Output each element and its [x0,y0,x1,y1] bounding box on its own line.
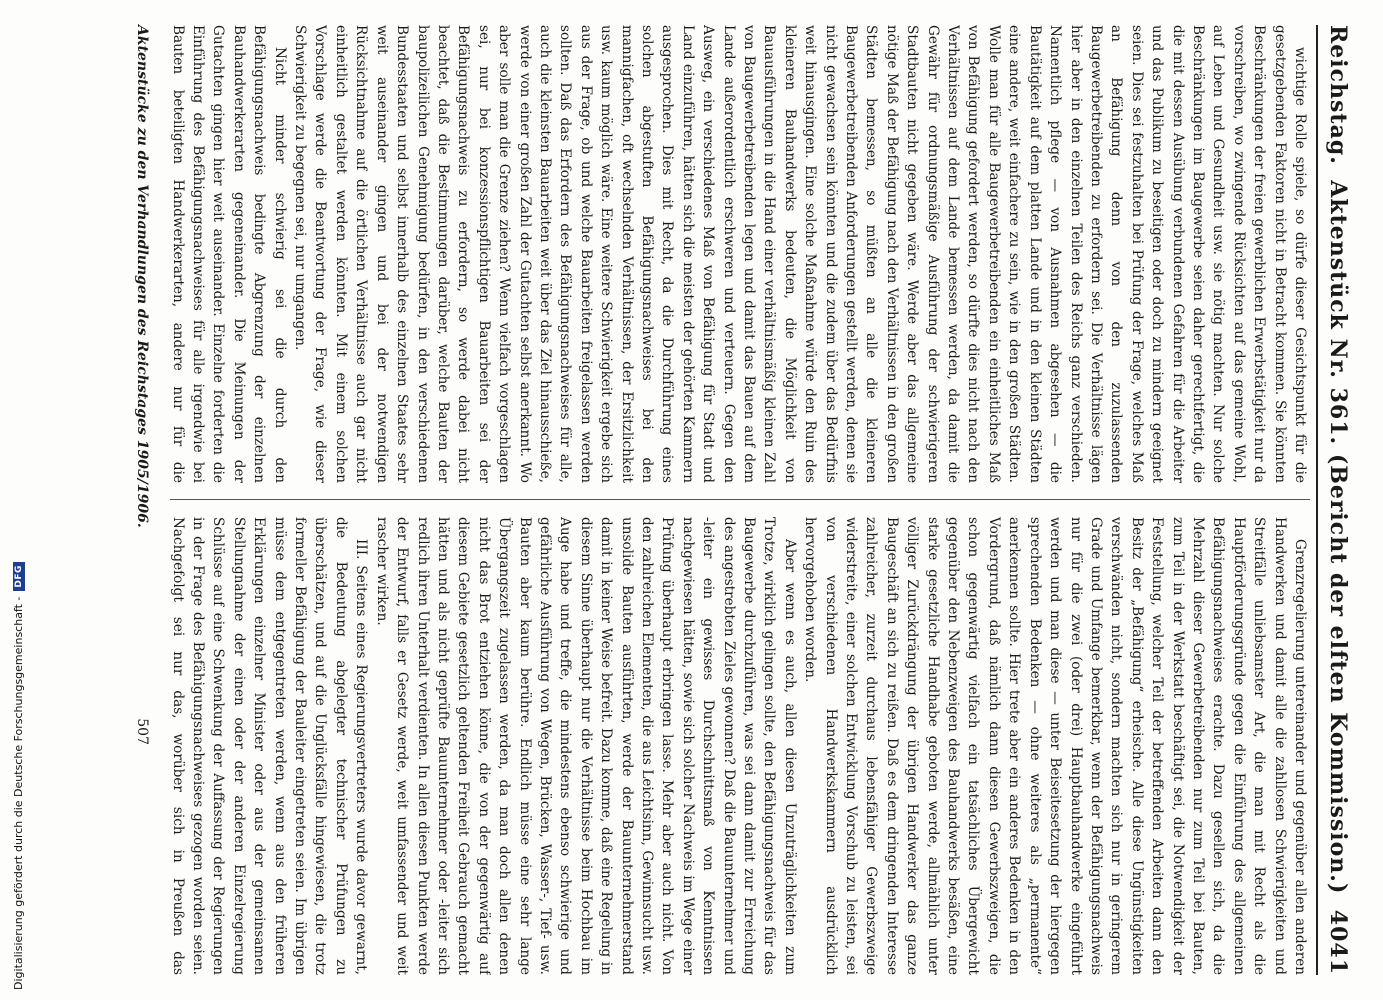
right-paragraph: Grenzregelierung untereinander und gegenüber allen anderen Handwerken und damit alle die zahllosen Schwierigkeiten und Streitfälle unliebsamster Art, die man mit Recht als die Hauptförderungsgründe gegen die Einführung des allgemeinen Befähigungsnachweises erachte. Dazu gesellen sich, da die Mehrzahl dieser Gewerbetreibenden nur zum Teil bei Bauten, zum Teil in der Werkstatt beschäftigt sei, die Notwendigkeit der Feststellung, welcher Teil der betreffenden Arbeiten dann den Besitz der „Befähigung“ erheische. Alle diese Ungünstigkeiten verschwänden nicht, sondern machten sich nur in geringerem Grade und Umfange bemerkbar, wenn der Befähigungsnachweis nur für die zwei (oder drei) Hauptbauhandwerke eingeführt werden und man diese — unter Beiseitesetzung der hiergegen sprechenden Bedenken — ohne weiteres als „permanente“ anerkennen sollte. Hier trete aber ein anderes Bedenken in den Vordergrund, daß nämlich dann diesen Gewerbszweigen, die schon gegenwärtig vielfach ein tatsächliches Übergewicht gegenüber den Nebenzweigen des Bauhandwerks besäßen, eine starke gesetzliche Handhabe geboten werde, allmählich unter völliger Zurückdrängung der übrigen Handwerker das ganze Baugeschäft an sich zu reißen. Daß es dem dringenden Interesse zahlreicher, zurzeit durchaus lebensfähiger Gewerbszweige widerstreite, einer solchen Entwicklung Vorschub zu leisten, sei von verschiedenen Handwerkskammern ausdrücklich hervorgehoben worden. [802,517,1308,975]
header-title [1325,165,1351,910]
right-paragraph: Aber wenn es auch, allen diesen Unzuträglichkeiten zum Trotze, wirklich gelingen sollte, den Befähigungsnachweis für das Baugewerbe durchzuführen, was sei dann damit zur Erreichung des angestrebten Zieles gewonnen? Daß die Bauunternehmer und -leiter ein gewisses Durchschnittsmaß von Kenntnissen nachgewiesen hätten, sowie sich solcher Nachweis im Wege einer Prüfung überhaupt erbringen lasse. Mehr aber auch nicht. Von den zahlreichen Elementen, die aus Leichtsinn, Gewinnsucht usw. unsolide Bauten ausführten, werde der Bauunternehmerstand damit in keiner Weise befreit. Dazu komme, daß eine Regelung in diesem Sinne überhaupt nur die Verhältnisse beim Hochbau im Auge habe und treffe, die mindestens ebenso schwierige und gefährliche Ausführung von Wegen, Brücken, Wasser-, Tief- usw. Bauten aber kaum berühre. Endlich müsse eine sehr lange Übergangszeit zugelassen werden, da man doch allen denen nicht das Brot entziehen könne, die von der gegenwärtig auf diesem Gebiete gesetzlich geltenden Freiheit Gebrauch gemacht hätten und als nicht geprüfte Bauunternehmer oder -leiter sich redlich ihren Unterhalt verdienten. In allen diesen Punkten werde der Entwurf, falls er Gesetz werde, weit umfassender und weit rascher wirken. [373,517,798,975]
page-header [1320,25,1356,975]
header-page-number: 4041 [1325,909,1351,975]
credit-text: Digitalisierung gefördert durch die Deutsche Forschungsgemeinschaft - [12,596,25,990]
left-column [170,25,1310,483]
right-column [170,517,1310,975]
page-footer [128,25,156,975]
dfg-logo: DFG [13,562,25,591]
column-divider [170,499,1310,500]
credit-line [12,562,25,990]
header-rule [1316,25,1318,975]
header-right-title: (Bericht der elften Kommission.) [1325,453,1351,895]
left-paragraph: wichtige Rolle spiele, so dürfe dieser Gesichtspunkt für die gesetzgebenden Faktoren nicht in Betracht kommen. Sie könnten Beschränkungen der freien gewerblichen Erwerbstätigkeit nur da vorschreiben, wo zwingende Rücksichten auf das gemeine Wohl, auf Leben und Gesundheit usw. sie nötig machten. Nur solche Beschränkungen im Baugewerbe seien daher gerechtfertigt, die die mit dessen Ausübung verbundenen Gefahren für die Arbeiter und das Publikum zu beseitigen oder doch zu mindern geeignet seien. Dies sei festzuhalten bei Prüfung der Frage, welches Maß an Befähigung denn von den zuzulassenden Baugewerbetreibenden zu erfordern sei. Die Verhältnisse lägen hier aber in den einzelnen Teilen des Reichs ganz verschieden. Namentlich pflege — von Ausnahmen abgesehen — die Bautätigkeit auf dem platten Lande und in den kleinen Städten eine andere, weit einfachere zu sein, wie in den großen Städten. Wolle man für alle Baugewerbetreibenden ein einheitliches Maß von Befähigung gefordert werden, so dürfte dies nicht nach den Verhältnissen auf dem Lande bemessen werden, da damit die Gewähr für ordnungsmäßige Ausführung der schwierigeren Stadtbauten nicht gegeben wäre. Werde aber das allgemeine nötige Maß der Befähigung nach den Verhältnissen in den großen Städten bemessen, so müßten an alle die kleineren Baugewerbetreibenden Anforderungen gestellt werden, denen sie nicht gewachsen sein könnten und die zudem über das Bedürfnis weit hinausgingen. Eine solche Maßnahme würde den Ruin des kleineren Bauhandwerks bedeuten, die Möglichkeit von Bauausführungen in die Hand einer verhältnismäßig kleinen Zahl von Baugewerbetreibenden legen und damit das Bauen auf dem Lande außerordentlich erschweren und verteuern. Gegen den Ausweg, ein verschiedenes Maß von Befähigung für Stadt und Land einzuführen, hätten sich die meisten der gehörten Kammern ausgesprochen. Dies mit Recht, da die Durchführung eines solchen abgestuften Befähigungsnachweises bei den mannigfachen, oft wechselnden Verhältnissen, der Ersitzlichkeit usw. kaum möglich wäre. Eine weitere Schwierigkeit ergebe sich aus der Frage, ob und welche Bauarbeiten freigelassen werden sollten. Daß das Erfordern des Befähigungsnachweises für alle, auch die kleinsten Bauarbeiten weit über das Ziel hinausschieße, werde von einer großen Zahl der Gutachten selbst anerkannt. Wo aber solle man die Grenze ziehen? Wenn vielfach vorgeschlagen sei, nur bei konzessionspflichtigen Bauarbeiten sei der Befähigungsnachweis zu erfordern, so werde dabei nicht beachtet, daß die Bestimmungen darüber, welche Bauten der baupolizeilichen Genehmigung bedürfen, in den verschiedenen Bundesstaaten und selbst innerhalb des einzelnen Staates sehr weit auseinander gingen und bei der notwendigen Rücksichtnahme auf die örtlichen Verhältnisse auch gar nicht einheitlich gestaltet werden könnten. Mit einem solchen Vorschlage werde die Beantwortung der Frage, wie dieser Schwierigkeit zu begegnen sei, nur umgangen. [292,25,1308,483]
header-left: Reichstag. [1325,25,1351,165]
left-paragraph: Nicht minder schwierig sei die durch den Befähigungsnachweis bedingte Abgrenzung der einzelnen Bauhandwerkerarten gegeneinander. Die Meinungen der Gutachten gingen hier weit auseinander. Einzelne forderten die Einführung des Befähigungsnachweises für alle irgendwie bei Bauten beteiligten Handwerkerarten, andere nur für die [170,25,288,483]
footer-source: Aktenstücke zu den Verhandlungen des Reichstages 1905/1906. [134,25,150,528]
footer-page-number: 507 [134,718,150,745]
right-paragraph: III. Seitens eines Regierungsvertreters wurde davor gewarnt, die Bedeutung abgelegter technischer Prüfungen zu überschätzen, und auf die Unglücksfälle hingewiesen, die trotz formeller Befähigung der Bauleiter eingetreten seien. Im übrigen müsse dem entgegentreten werden, wenn aus den früheren Erklärungen einzelner Minister oder aus der gemeinsamen Stellungnahme der einen oder der anderen Einzelregierung Schlüsse auf eine Schwenkung der Auffassung der Regierungen in der Frage des Befähigungsnachweises gezogen worden seien. Nachgefolgt sei nur das, worüber sich in Preußen das [170,517,370,975]
rotated-page-content [96,25,1356,975]
header-center: Aktenstück Nr. 361. [1325,180,1351,446]
digitization-credit [0,0,24,1000]
